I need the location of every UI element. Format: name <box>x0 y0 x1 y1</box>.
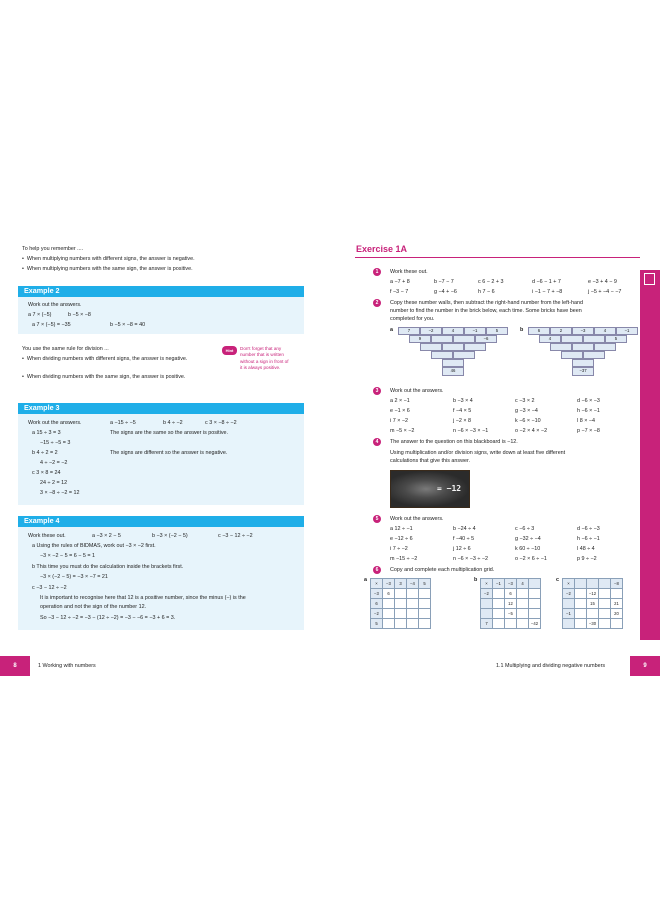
wall-brick <box>431 351 453 359</box>
question-item: j −2 × 8 <box>453 418 471 424</box>
wall-brick <box>464 343 486 351</box>
question-number: 6 <box>373 566 381 574</box>
grid-label: a <box>364 577 367 583</box>
question-item: c −3 × 2 <box>515 398 535 404</box>
wall-brick <box>550 343 572 351</box>
wall-brick <box>561 335 583 343</box>
question-item: e −3 + 4 − 9 <box>588 279 617 285</box>
question-item: h −6 ÷ −1 <box>577 536 600 542</box>
wall-brick: −3 <box>572 327 594 335</box>
hint-badge: Hint <box>222 346 237 355</box>
question-text: completed for you. <box>390 316 435 322</box>
wall-brick: 46 <box>442 367 464 376</box>
grid-label: b <box>474 577 478 583</box>
wall-brick <box>561 351 583 359</box>
question-text: Work out the answers. <box>390 516 444 522</box>
question-text: calculations that give this answer. <box>390 458 471 464</box>
question-text: Work out the answers. <box>390 388 444 394</box>
solution-line: b 4 ÷ 2 = 2 <box>32 450 58 456</box>
question-number: 5 <box>373 515 381 523</box>
wall-brick <box>572 343 594 351</box>
solution-line: So −3 − 12 ÷ −2 = −3 − (12 ÷ −2) = −3 − −6 = −3 + 6 = 3. <box>40 615 176 621</box>
wall-brick <box>442 359 464 367</box>
edge-tab <box>640 270 660 640</box>
question-item: g −32 ÷ −4 <box>515 536 541 542</box>
question-item: j 12 ÷ 6 <box>453 546 471 552</box>
page-number: 9 <box>643 663 647 669</box>
question-item: f −3 − 7 <box>390 289 409 295</box>
example-instruction: Work out the answers. <box>28 420 82 426</box>
wall-brick: 6 <box>528 327 550 335</box>
wall-brick: 4 <box>442 327 464 335</box>
question-item: o −2 × 6 ÷ −1 <box>515 556 547 562</box>
question-item: l 8 × −4 <box>577 418 595 424</box>
example-2-title: Example 2 <box>18 286 304 297</box>
question-text: Copy these number walls, then subtract the right-hand number from the left-hand <box>390 300 583 306</box>
question-item: p 9 ÷ −2 <box>577 556 597 562</box>
question-item: j −5 + −4 − −7 <box>588 289 622 295</box>
wall-brick: 5 <box>486 327 508 335</box>
question-item: i 7 ÷ −2 <box>390 546 408 552</box>
remember-intro: To help you remember .... <box>22 246 84 252</box>
question-item: m −15 ÷ −2 <box>390 556 418 562</box>
question-text: Using multiplication and/or division signs, write down at least five different <box>390 450 566 456</box>
question-item: f −4 × 5 <box>453 408 472 414</box>
question-text: The answer to the question on this blackboard is −12. <box>390 439 518 445</box>
solution-line: It is important to recognise here that 12 is a positive number, since the minus (−) is the <box>40 595 246 601</box>
example-answer: b −5 × −8 = 40 <box>110 322 146 328</box>
solution-line: 3 × −8 ÷ −2 = 12 <box>40 490 80 496</box>
grid-label: c <box>556 577 559 583</box>
solution-line: −3 × (−2 − 5) = −3 × −7 = 21 <box>40 574 108 580</box>
solution-line: c 3 × 8 = 24 <box>32 470 61 476</box>
wall-brick: 4 <box>594 327 616 335</box>
question-item: l 48 ÷ 4 <box>577 546 595 552</box>
example-question: a −15 ÷ −5 <box>110 420 136 426</box>
division-intro: You use the same rule for division ... <box>22 346 109 352</box>
rule-bullet: • When dividing numbers with the same sign, the answer is positive. <box>22 374 186 380</box>
solution-line: −15 ÷ −5 = 3 <box>40 440 71 446</box>
example-instruction: Work out the answers. <box>28 302 82 308</box>
question-item: k −6 × −10 <box>515 418 541 424</box>
example-question: a 7 × (−5) <box>28 312 52 318</box>
wall-brick: −2 <box>420 327 442 335</box>
question-item: b −3 × 4 <box>453 398 473 404</box>
question-item: e −1 × 6 <box>390 408 410 414</box>
solution-line: 4 ÷ −2 = −2 <box>40 460 68 466</box>
exercise-rule <box>355 257 640 258</box>
wall-brick: −1 <box>616 327 638 335</box>
question-item: a 12 ÷ −1 <box>390 526 413 532</box>
question-item: d −6 − 1 + 7 <box>532 279 561 285</box>
example-question: b −3 × (−2 − 5) <box>152 533 188 539</box>
question-item: g −4 + −6 <box>434 289 457 295</box>
solution-line: b This time you must do the calculation inside the brackets first. <box>32 564 184 570</box>
wall-brick: 2 <box>550 327 572 335</box>
question-item: n −6 × −3 ÷ −2 <box>453 556 489 562</box>
rule-bullet: • When multiplying numbers with the same sign, the answer is positive. <box>22 266 193 272</box>
question-item: h 7 − 6 <box>478 289 495 295</box>
wall-brick: −1 <box>464 327 486 335</box>
multiplication-grid-c: × −8 −2 −12 15 21 −1 20 −30 <box>562 578 623 629</box>
footer-chapter: 1 Working with numbers <box>38 663 96 669</box>
question-text: Copy and complete each multiplication grid. <box>390 567 495 573</box>
footer-chapter: 1.1 Multiplying and dividing negative numbers <box>496 663 606 669</box>
example-4-title: Example 4 <box>18 516 304 527</box>
question-item: b −24 ÷ 4 <box>453 526 476 532</box>
rule-bullet: • When multiplying numbers with different signs, the answer is negative. <box>22 256 195 262</box>
example-question: c −3 − 12 ÷ −2 <box>218 533 253 539</box>
wall-brick: 7 <box>398 327 420 335</box>
multiplication-grid-a: × −3 3 −4 5 −3 6 6 −2 5 <box>370 578 431 629</box>
question-number: 4 <box>373 438 381 446</box>
example-answer: a 7 × (−5) = −35 <box>32 322 71 328</box>
page-number-tab <box>0 656 30 676</box>
question-item: c 6 − 2 + 3 <box>478 279 504 285</box>
wall-brick <box>453 351 475 359</box>
question-item: f −40 ÷ 5 <box>453 536 475 542</box>
question-item: p −7 × −8 <box>577 428 600 434</box>
blackboard-text: = −12 <box>437 484 462 493</box>
page-number: 8 <box>13 663 17 669</box>
wall-label: a <box>390 327 393 333</box>
solution-line: c −3 − 12 ÷ −2 <box>32 585 67 591</box>
wall-brick <box>594 343 616 351</box>
wall-brick: 9 <box>409 335 431 343</box>
solution-note: The signs are the same so the answer is positive. <box>110 430 229 436</box>
question-item: o −2 × 4 × −2 <box>515 428 548 434</box>
rule-bullet: • When dividing numbers with different signs, the answer is negative. <box>22 356 188 362</box>
wall-brick: −37 <box>572 367 594 376</box>
page-number-tab <box>630 656 660 676</box>
solution-line: −3 × −2 − 5 = 6 − 5 = 1 <box>40 553 96 559</box>
wall-brick <box>431 335 453 343</box>
solution-line: operation and not the sign of the number 12. <box>40 604 147 610</box>
example-instruction: Work these out. <box>28 533 66 539</box>
solution-line: a 15 ÷ 3 = 3 <box>32 430 61 436</box>
question-item: n −6 × −3 × −1 <box>453 428 489 434</box>
example-3-title: Example 3 <box>18 403 304 414</box>
question-item: i −1 − 7 + −8 <box>532 289 563 295</box>
solution-line: 24 ÷ 2 = 12 <box>40 480 68 486</box>
question-item: k 60 ÷ −10 <box>515 546 541 552</box>
question-item: e −12 ÷ 6 <box>390 536 413 542</box>
wall-brick: −6 <box>475 335 497 343</box>
solution-note: The signs are different so the answer is negative. <box>110 450 228 456</box>
question-number: 3 <box>373 387 381 395</box>
wall-brick <box>453 335 475 343</box>
wall-brick <box>583 351 605 359</box>
blackboard <box>390 470 470 508</box>
multiplication-grid-b: × −1 −3 4 −2 6 12 −5 7 −42 <box>480 578 541 629</box>
question-item: m −5 × −2 <box>390 428 415 434</box>
question-item: i 7 × −2 <box>390 418 408 424</box>
example-question: c 3 × −8 ÷ −2 <box>205 420 237 426</box>
wall-brick: 4 <box>539 335 561 343</box>
question-item: g −3 × −4 <box>515 408 538 414</box>
hint-text: Don't forget that any number that is written without a sign in front of it is always positive. <box>240 346 289 371</box>
solution-line: a Using the rules of BIDMAS, work out −3 × −2 first. <box>32 543 156 549</box>
wall-brick <box>420 343 442 351</box>
example-question: b 4 ÷ −2 <box>163 420 183 426</box>
question-text: Work these out. <box>390 269 428 275</box>
wall-label: b <box>520 327 524 333</box>
exercise-title: Exercise 1A <box>356 244 408 254</box>
wall-brick <box>442 343 464 351</box>
edge-tab-icon <box>644 273 655 285</box>
wall-brick <box>572 359 594 367</box>
wall-brick: 5 <box>605 335 627 343</box>
question-item: d −6 × −3 <box>577 398 600 404</box>
question-item: a −7 + 8 <box>390 279 410 285</box>
question-item: h −6 × −1 <box>577 408 600 414</box>
question-number: 1 <box>373 268 381 276</box>
question-item: c −6 ÷ 3 <box>515 526 535 532</box>
question-item: b −7 − 7 <box>434 279 454 285</box>
question-text: number to find the number in the brick below, each time. Some bricks have been <box>390 308 582 314</box>
example-question: b −5 × −8 <box>68 312 91 318</box>
wall-brick <box>583 335 605 343</box>
question-item: a 2 × −1 <box>390 398 410 404</box>
example-question: a −3 × 2 − 5 <box>92 533 121 539</box>
question-number: 2 <box>373 299 381 307</box>
question-item: d −6 ÷ −3 <box>577 526 600 532</box>
